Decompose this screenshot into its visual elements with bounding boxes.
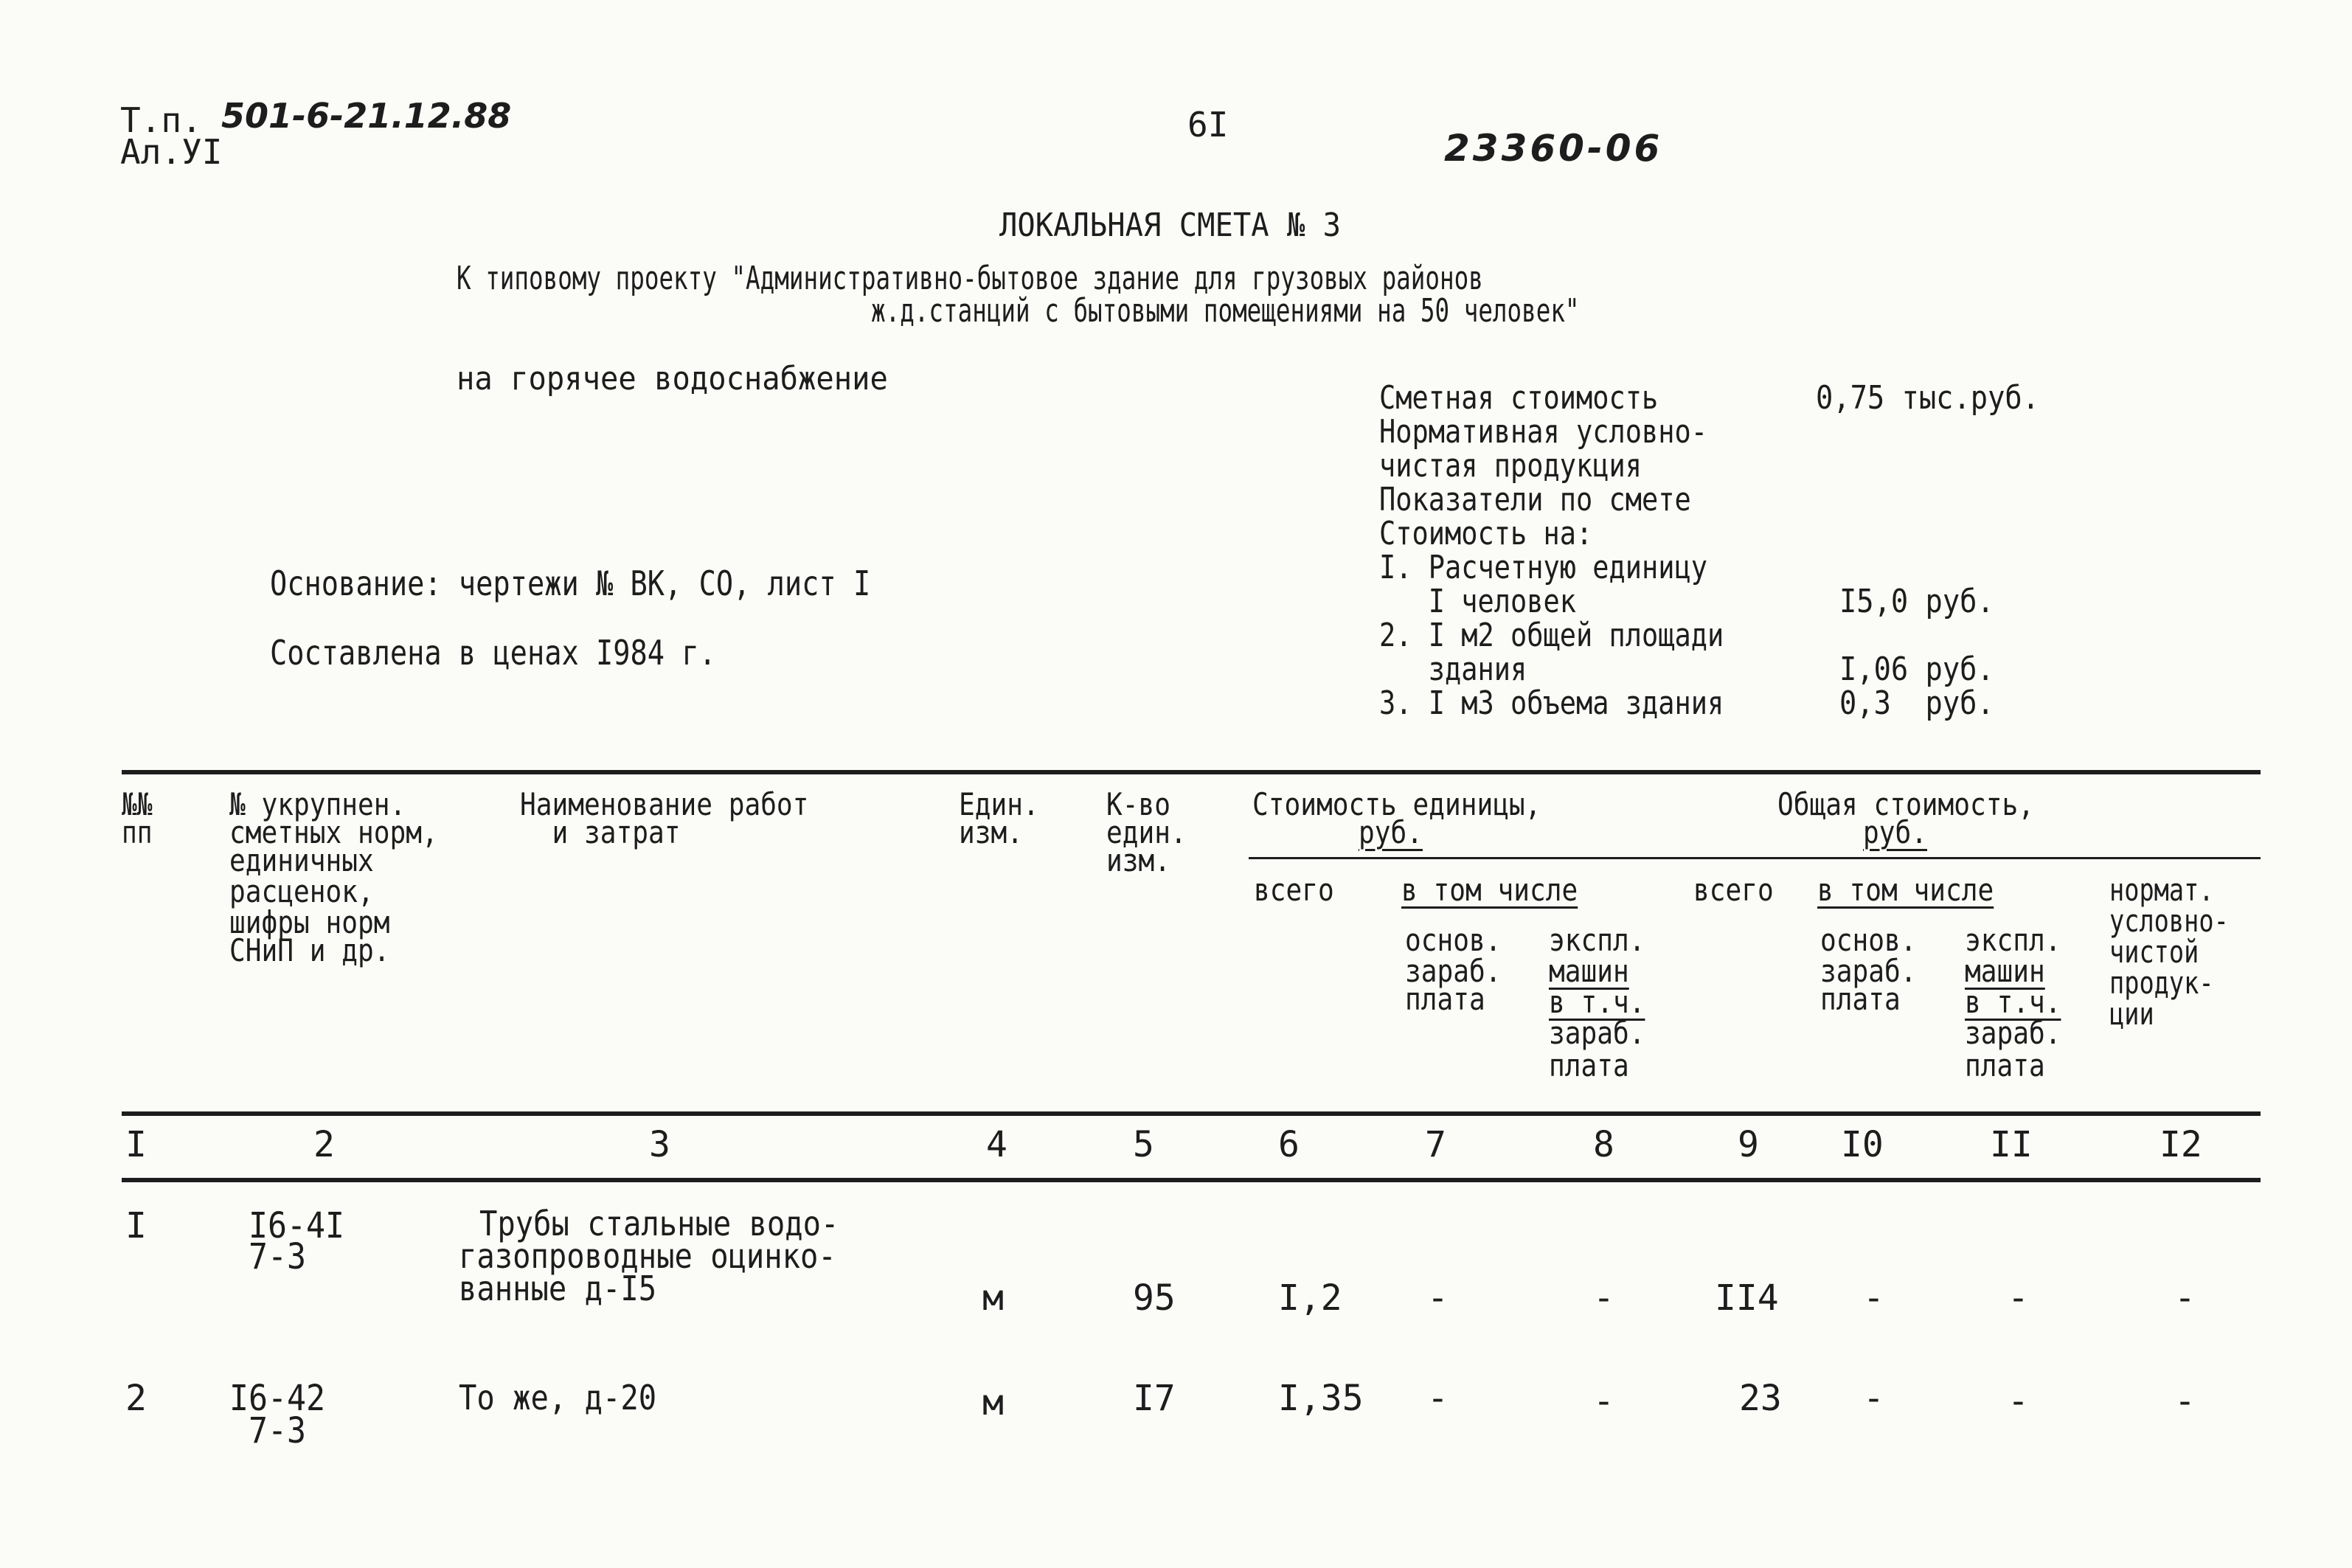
norm-code-sub: 7-3 [249,1236,307,1277]
basis-text: Основание: чертежи № ВК, СО, лист I [270,563,871,603]
work-name: ванные д-I5 [459,1269,657,1308]
column-number: I [125,1124,147,1165]
header-col3: и затрат [520,814,681,850]
header-col5: К-во [1106,786,1170,822]
total-cost-wage: - [1863,1378,1884,1419]
normative-product: - [2174,1277,2196,1319]
header-col10-11-incl: в том числе [1817,872,1994,908]
header-total-cost-units: руб. [1863,814,1927,850]
header-col6-vsego: всего [1254,872,1334,908]
header-col2: СНиП и др. [229,932,390,968]
column-number: II [1990,1124,2033,1165]
header-col2: шифры норм [229,904,390,940]
column-numbers-bottom-rule [122,1178,2261,1182]
tp-label: Т.п. [120,100,202,140]
page-number: 6I [1187,105,1229,145]
header-col12-normat: условно- [2109,903,2229,939]
column-number: 8 [1593,1124,1614,1165]
work-name: газопроводные оцинко- [459,1236,836,1276]
header-unit-cost: Стоимость единицы, [1252,786,1541,822]
column-number: 9 [1738,1124,1759,1165]
header-col12-normat: нормат. [2109,872,2214,908]
header-col10-wage: основ. [1820,922,1917,958]
prices-text: Составлена в ценах I984 г. [270,633,716,673]
unit: м [982,1277,1004,1319]
cost-per-m3: 0,3 руб. [1839,684,1994,722]
work-name: То же, д-20 [459,1378,657,1418]
summary-line: здания [1379,651,1527,688]
summary-line: Стоимость на: [1379,515,1593,552]
project-title-line2: ж.д.станций с бытовыми помещениями на 50 человек" [871,292,1580,330]
header-col12-normat: ции [2109,996,2154,1032]
header-col5: изм. [1106,842,1170,878]
total-cost-machines: - [2008,1381,2029,1422]
cost-per-person: I5,0 руб. [1839,583,1994,620]
header-col1: пп [122,814,153,850]
header-col11-mach-sub: плата [1965,1047,2045,1083]
quantity: I7 [1133,1378,1176,1419]
unit-cost-wage: - [1427,1277,1449,1319]
header-col10-wage: плата [1820,981,1901,1017]
header-col12-normat: продук- [2109,965,2214,1001]
total-cost-wage: - [1863,1277,1884,1319]
summary-line: Показатели по смете [1379,481,1691,518]
column-number: 4 [986,1124,1007,1165]
header-total-cost: Общая стоимость, [1777,786,2034,822]
unit-cost-machines: - [1593,1381,1614,1422]
header-col7-wage: плата [1405,981,1485,1017]
header-col7-wage: основ. [1405,922,1502,958]
document-heading: ЛОКАЛЬНАЯ СМЕТА № 3 [999,207,1342,244]
header-col11-mach: машин [1965,953,2045,989]
header-col7-8-incl: в том числе [1401,872,1578,908]
summary-line: 3. I м3 объема здания [1379,684,1724,722]
total-cost: 23 [1739,1378,1782,1419]
column-number: I2 [2160,1124,2202,1165]
summary-line: Нормативная условно- [1379,413,1708,451]
header-col12-normat: чистой [2109,934,2199,970]
album-label: Ал.УI [120,132,223,172]
header-col9-vsego: всего [1693,872,1774,908]
work-name: Трубы стальные водо- [479,1204,839,1243]
header-col8-mach-sub: в т.ч. [1549,984,1645,1020]
estimated-cost-value: 0,75 тыс.руб. [1816,379,2040,417]
tp-code: 501-6-21.12.88 [221,96,512,136]
normative-product: - [2174,1381,2196,1422]
unit: м [982,1382,1004,1423]
norm-code: I6-4I [249,1205,345,1246]
column-number: 3 [649,1124,670,1165]
column-number: 6 [1278,1124,1300,1165]
header-col1: №№ [122,786,153,822]
subheader-rule-left [1249,857,2261,859]
header-col2: расценок, [229,873,374,909]
header-col7-wage: зараб. [1405,953,1502,989]
column-number: 2 [313,1124,335,1165]
summary-line: I. Расчетную единицу [1379,549,1708,586]
header-col8-mach-sub: зараб. [1549,1015,1645,1051]
header-col5: един. [1106,814,1187,850]
unit-cost-total: I,2 [1278,1277,1342,1319]
project-title-line1: К типовому проекту "Административно-бытовое здание для грузовых районов [457,260,1483,297]
table-top-rule [122,770,2261,774]
unit-cost-wage: - [1427,1378,1449,1419]
header-unit-cost-units: руб. [1359,814,1423,850]
total-cost-machines: - [2008,1277,2029,1319]
unit-cost-total: I,35 [1278,1378,1364,1419]
cost-per-m2: I,06 руб. [1839,651,1994,688]
row-number: I [125,1205,147,1246]
header-col8-mach-sub: плата [1549,1047,1629,1083]
summary-line: I человек [1379,583,1577,620]
header-col8-mach: машин [1549,953,1629,989]
total-cost: II4 [1715,1277,1779,1319]
header-col3: Наименование работ [520,786,809,822]
quantity: 95 [1133,1277,1176,1319]
header-col2: единичных [229,842,374,878]
header-col2: № укрупнен. [229,786,406,822]
header-col11-mach-sub: в т.ч. [1965,984,2061,1020]
header-col11-mach-sub: зараб. [1965,1015,2061,1051]
header-col4: Един. [959,786,1039,822]
summary-line: чистая продукция [1379,447,1642,485]
header-col8-mach: экспл. [1549,922,1645,958]
summary-line: 2. I м2 общей площади [1379,617,1724,654]
stamp-code: 23360-06 [1444,127,1663,170]
summary-line: Сметная стоимость [1379,379,1659,417]
header-col4: изм. [959,814,1023,850]
column-number: 5 [1133,1124,1154,1165]
header-col2: сметных норм, [229,814,438,850]
column-number: 7 [1425,1124,1446,1165]
header-col10-wage: зараб. [1820,953,1917,989]
header-col11-mach: экспл. [1965,922,2061,958]
column-number: I0 [1841,1124,1884,1165]
row-number: 2 [125,1378,147,1419]
norm-code: I6-42 [229,1378,326,1419]
column-numbers-top-rule [122,1111,2261,1116]
estimate-subject: на горячее водоснабжение [457,360,888,398]
norm-code-sub: 7-3 [249,1410,307,1451]
unit-cost-machines: - [1593,1277,1614,1319]
